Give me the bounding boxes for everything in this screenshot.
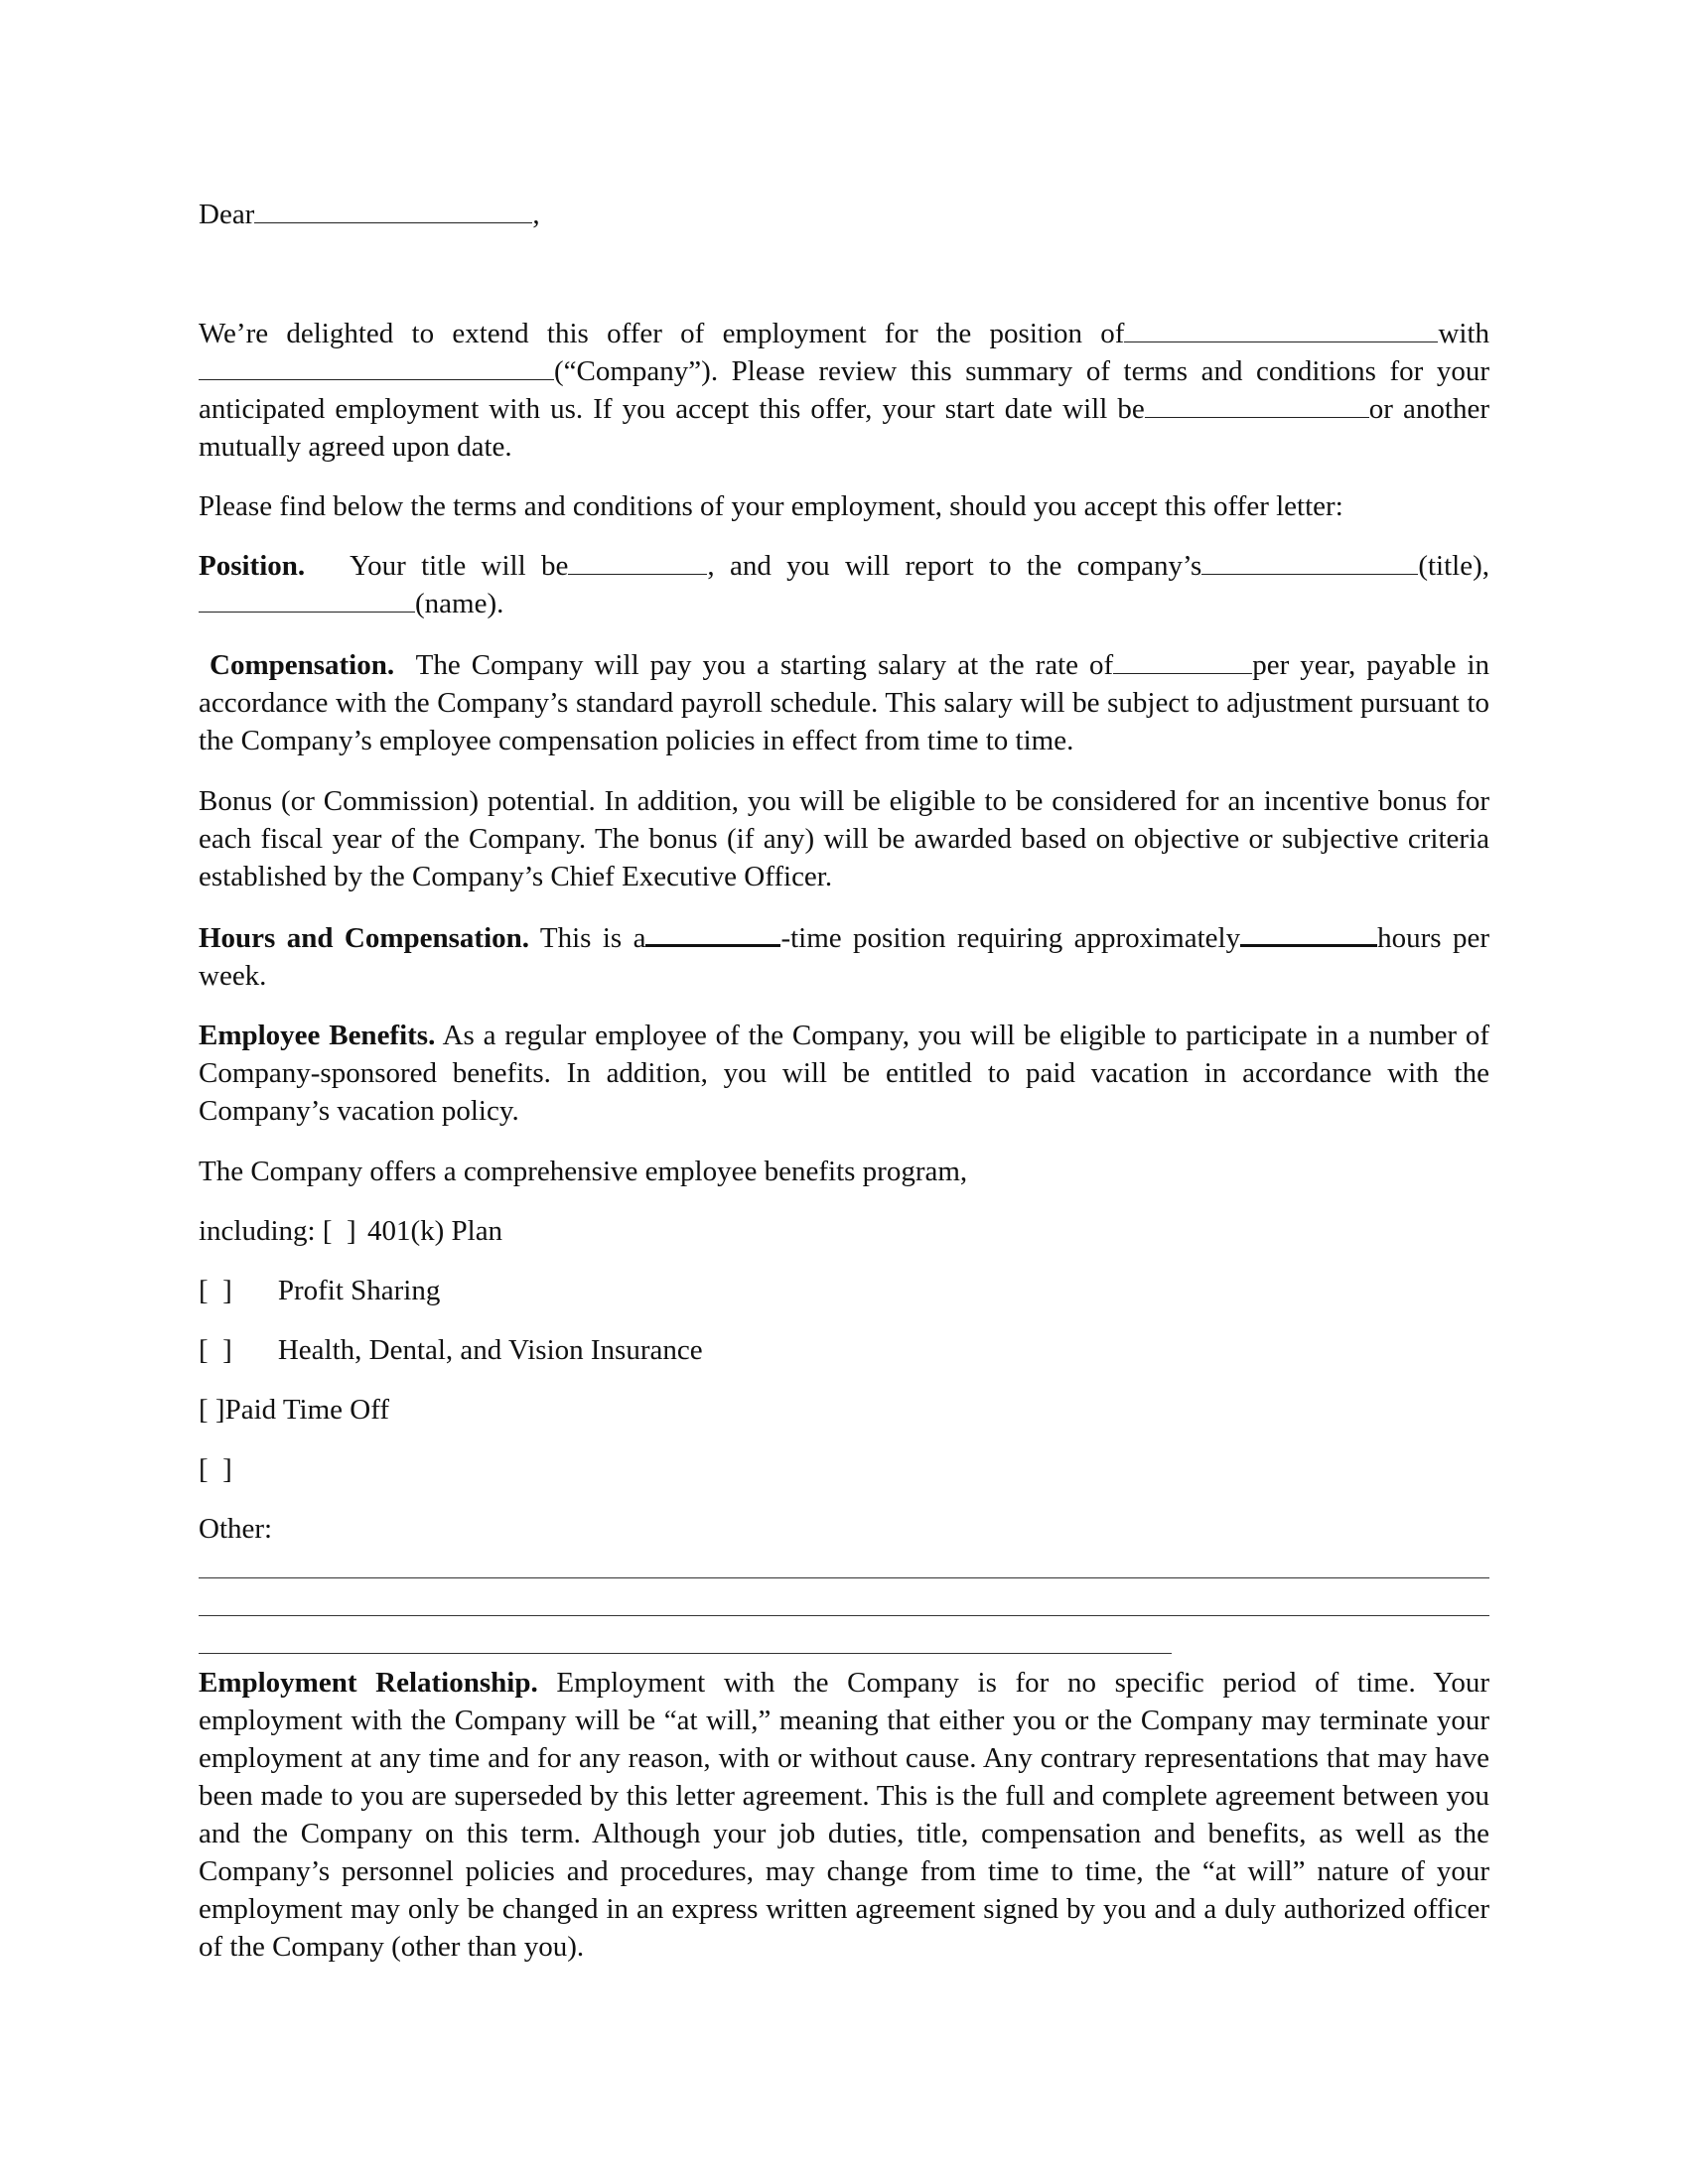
terms-intro: Please find below the terms and conditions of your employment, should you accept this offer letter: — [199, 490, 1343, 522]
benefit-profit-label: Profit Sharing — [277, 1275, 441, 1306]
greeting — [199, 196, 1489, 233]
bonus-paragraph: Bonus (or Commission) potential. In addition, you will be eligible to be considered for an incentive bonus for each fiscal year of the Company. The bonus (if any) will be awarded based on objective or subjective criteria established by the Company’s Chief Executive Officer. — [199, 785, 1489, 892]
other-line-3[interactable] — [199, 1653, 1172, 1654]
salary-blank[interactable] — [1113, 647, 1252, 674]
title-blank[interactable] — [568, 548, 707, 575]
employment-relationship-paragraph — [199, 1664, 1489, 1966]
benefit-item-401k — [199, 1212, 1489, 1250]
benefits-text: As a regular employee of the Company, you will be eligible to participate in a number of Company-sponsored benefits. In addition, you will be entitled to paid vacation in accordance with the Company’s vacation policy. — [199, 1020, 1489, 1127]
including-label: including: — [199, 1215, 316, 1247]
position-paragraph — [199, 547, 1489, 622]
benefit-health-label: Health, Dental, and Vision Insurance — [277, 1334, 703, 1366]
benefit-401k-label: 401(k) Plan — [366, 1215, 503, 1247]
benefit-item-profit-sharing — [199, 1272, 1489, 1309]
other-label: Other: — [199, 1513, 273, 1545]
hours-text-a: This is a — [539, 922, 646, 954]
intro-text-d: or another mutually agreed upon date. — [199, 393, 1489, 463]
position-heading: Position. — [199, 550, 306, 582]
checkbox-401k[interactable]: [ ] — [322, 1215, 356, 1247]
benefit-pto-label: Paid Time Off — [224, 1394, 390, 1426]
hours-text-c: hours per week. — [199, 922, 1489, 992]
company-name-blank[interactable] — [199, 353, 554, 380]
position-text-b: , and you will report to the company’s — [707, 550, 1202, 582]
benefit-item-health — [199, 1331, 1489, 1369]
benefit-item-other-checkbox — [199, 1450, 1489, 1488]
benefits-program-text: The Company offers a comprehensive employee benefits program, — [199, 1156, 968, 1187]
compensation-heading: Compensation. — [210, 649, 395, 681]
checkbox-health[interactable]: [ ] — [199, 1334, 232, 1366]
greeting-text: Dear — [199, 199, 255, 230]
intro-text-b: with — [1438, 318, 1489, 349]
position-text-a: Your title will be — [350, 550, 569, 582]
position-text-d: (name). — [415, 588, 504, 619]
hours-heading: Hours and Compensation. — [199, 922, 529, 954]
reports-to-name-blank[interactable] — [199, 586, 415, 613]
benefit-item-pto — [199, 1391, 1489, 1429]
hours-paragraph — [199, 918, 1489, 995]
checkbox-profit-sharing[interactable]: [ ] — [199, 1275, 232, 1306]
intro-text-a: We’re delighted to extend this offer of employment for the position of — [199, 318, 1125, 349]
offer-letter-page — [199, 0, 1489, 2184]
hours-text-b: -time position requiring approximately — [780, 922, 1241, 954]
position-blank[interactable] — [1124, 316, 1438, 342]
reports-to-title-blank[interactable] — [1201, 548, 1418, 575]
other-line-1[interactable] — [199, 1577, 1489, 1578]
time-type-blank[interactable] — [645, 918, 780, 947]
recipient-name-blank[interactable] — [254, 197, 532, 223]
greeting-comma: , — [532, 199, 540, 230]
checkbox-other[interactable]: [ ] — [199, 1453, 232, 1485]
other-line-2[interactable] — [199, 1615, 1489, 1616]
benefits-heading: Employee Benefits. — [199, 1020, 436, 1051]
start-date-blank[interactable] — [1145, 391, 1369, 418]
compensation-text-a: The Company will pay you a starting salary at the rate of — [415, 649, 1114, 681]
intro-paragraph — [199, 315, 1489, 466]
checkbox-pto[interactable]: [ ] — [199, 1394, 225, 1426]
employment-relationship-text: Employment with the Company is for no specific period of time. Your employment with the Company will be “at will,” meaning that either you or the Company may terminate your employment at any time and for any reason, with or without cause. Any contrary representations that may have been made to you are superseded by this letter agreement. This is the full and complete agreement between you and the Company on this term. Although your job duties, title, compensation and benefits, as well as the Company’s personnel policies and procedures, may change from time to time, the “at will” nature of your employment may only be changed in an express written agreement signed by you and a duly authorized officer of the Company (other than you). — [199, 1667, 1490, 1963]
position-text-c: (title), — [1418, 550, 1490, 582]
compensation-text-b: per year, payable in accordance with the Company’s standard payroll schedule. This salary will be subject to adjustment pursuant to the Company’s employee compensation policies in effect from time to time. — [199, 649, 1490, 756]
hours-per-week-blank[interactable] — [1240, 918, 1377, 947]
intro-text-c: (“Company”). Please review this summary of terms and conditions for your anticipated employment with us. If you accept this offer, your start date will be — [199, 355, 1489, 425]
employment-relationship-heading: Employment Relationship. — [199, 1667, 538, 1699]
benefits-paragraph — [199, 1017, 1489, 1130]
compensation-paragraph — [199, 646, 1489, 759]
